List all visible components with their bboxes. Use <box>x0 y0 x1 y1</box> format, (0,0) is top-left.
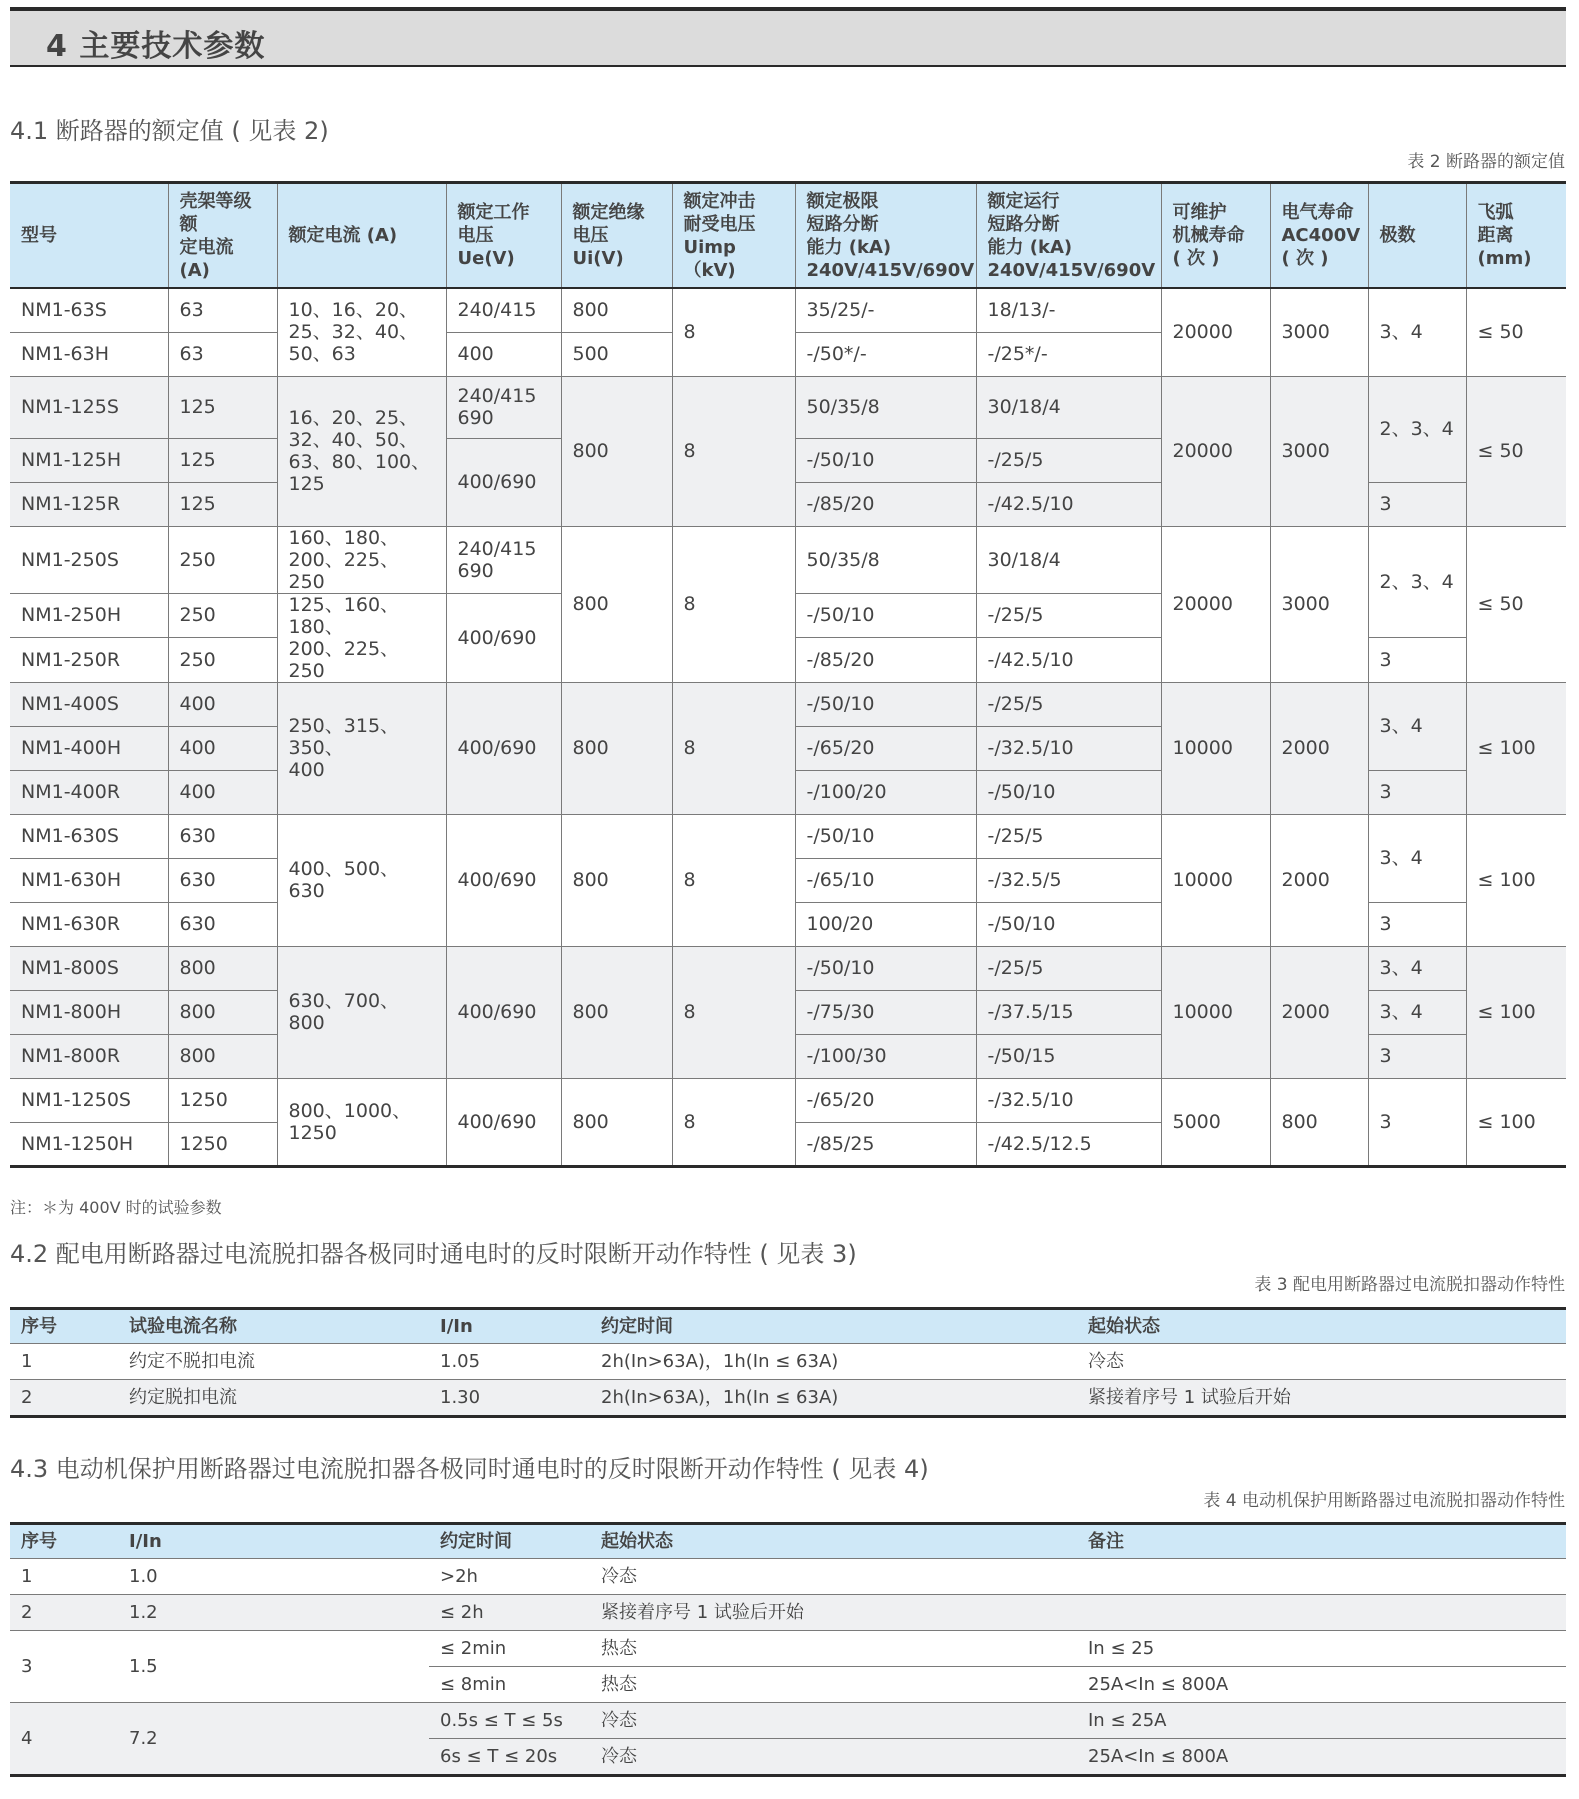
cell-icu: -/50/10 <box>795 438 976 482</box>
cell-ics: 30/18/4 <box>976 376 1161 438</box>
cell-frame: 125 <box>168 376 277 438</box>
cell-ue: 240/415 <box>446 288 561 332</box>
cell-frame: 630 <box>168 902 277 946</box>
header-poles: 极数 <box>1368 183 1466 289</box>
cell-no: 1 <box>10 1559 118 1595</box>
cell-model: NM1-250H <box>10 593 168 638</box>
cell-model: NM1-630R <box>10 902 168 946</box>
cell-model: NM1-63S <box>10 288 168 332</box>
cell-ics: -/50/10 <box>976 902 1161 946</box>
cell-time: >2h <box>429 1559 590 1595</box>
cell-frame: 630 <box>168 814 277 858</box>
cell-icu: -/85/20 <box>795 482 976 526</box>
cell-ics: -/25/5 <box>976 814 1161 858</box>
cell-model: NM1-125R <box>10 482 168 526</box>
header-time: 约定时间 <box>429 1524 590 1559</box>
cell-remark <box>1077 1559 1566 1595</box>
caption-table-2: 表 2 断路器的额定值 <box>1407 152 1565 172</box>
cell-icu: -/50/10 <box>795 946 976 990</box>
cell-poles: 3 <box>1368 902 1466 946</box>
cell-model: NM1-800S <box>10 946 168 990</box>
cell-icu: -/100/20 <box>795 770 976 814</box>
header-ratio: I/In <box>429 1309 590 1344</box>
table-row <box>10 682 1566 726</box>
cell-poles: 2、3、4 <box>1368 526 1466 638</box>
cell-frame: 630 <box>168 858 277 902</box>
cell-no: 3 <box>10 1631 118 1703</box>
cell-poles: 3、4 <box>1368 288 1466 376</box>
cell-state: 冷态 <box>590 1739 1077 1776</box>
cell-icu: 100/20 <box>795 902 976 946</box>
cell-state: 冷态 <box>590 1559 1077 1595</box>
cell-time: 0.5s ≤ T ≤ 5s <box>429 1703 590 1739</box>
cell-ics: -/25/5 <box>976 682 1161 726</box>
motor-trip-table <box>10 1522 1566 1777</box>
table-row <box>10 526 1566 593</box>
cell-ue: 400/690 <box>446 682 561 814</box>
caption-table-3: 表 3 配电用断路器过电流脱扣器动作特性 <box>1254 1275 1565 1295</box>
cell-ui: 800 <box>561 814 672 946</box>
cell-current: 125、160、180、 200、225、250 <box>277 593 446 682</box>
heading-4-1: 4.1 断路器的额定值 ( 见表 2) <box>10 117 329 145</box>
cell-frame: 63 <box>168 288 277 332</box>
cell-arc: ≤ 50 <box>1466 526 1566 682</box>
cell-ics: -/32.5/10 <box>976 726 1161 770</box>
cell-mech: 10000 <box>1161 682 1270 814</box>
table-header-row <box>10 1524 1566 1559</box>
cell-icu: -/100/30 <box>795 1034 976 1078</box>
header-model: 型号 <box>10 183 168 289</box>
cell-mech: 20000 <box>1161 526 1270 682</box>
cell-arc: ≤ 100 <box>1466 1078 1566 1166</box>
cell-poles: 3、4 <box>1368 990 1466 1034</box>
cell-time: 2h(In>63A)，1h(In ≤ 63A) <box>590 1344 1077 1380</box>
cell-uimp: 8 <box>672 1078 795 1166</box>
cell-uimp: 8 <box>672 526 795 682</box>
cell-time: 2h(In>63A)，1h(In ≤ 63A) <box>590 1380 1077 1417</box>
cell-ratio: 1.5 <box>118 1631 429 1703</box>
table-row <box>10 1344 1566 1380</box>
header-elec-life: 电气寿命 AC400V ( 次 ) <box>1270 183 1368 289</box>
table-header-row <box>10 1309 1566 1344</box>
header-remark: 备注 <box>1077 1524 1566 1559</box>
cell-remark <box>1077 1595 1566 1631</box>
cell-ics: 18/13/- <box>976 288 1161 332</box>
cell-elec: 2000 <box>1270 814 1368 946</box>
header-rated-current: 额定电流 (A) <box>277 183 446 289</box>
cell-ics: -/50/10 <box>976 770 1161 814</box>
heading-4-2: 4.2 配电用断路器过电流脱扣器各极同时通电时的反时限断开动作特性 ( 见表 3) <box>10 1240 857 1268</box>
cell-no: 2 <box>10 1380 118 1417</box>
cell-frame: 400 <box>168 682 277 726</box>
cell-icu: -/85/25 <box>795 1122 976 1166</box>
cell-model: NM1-800R <box>10 1034 168 1078</box>
cell-icu: -/50/10 <box>795 814 976 858</box>
cell-state: 冷态 <box>590 1703 1077 1739</box>
cell-elec: 3000 <box>1270 526 1368 682</box>
cell-ics: -/25/5 <box>976 946 1161 990</box>
cell-no: 2 <box>10 1595 118 1631</box>
cell-frame: 250 <box>168 526 277 593</box>
header-state: 起始状态 <box>590 1524 1077 1559</box>
cell-state: 冷态 <box>1077 1344 1566 1380</box>
cell-arc: ≤ 50 <box>1466 288 1566 376</box>
cell-test-current: 约定脱扣电流 <box>118 1380 429 1417</box>
cell-arc: ≤ 100 <box>1466 946 1566 1078</box>
cell-no: 4 <box>10 1703 118 1776</box>
cell-icu: -/65/20 <box>795 1078 976 1122</box>
cell-ue: 240/415 690 <box>446 526 561 593</box>
cell-model: NM1-63H <box>10 332 168 376</box>
cell-elec: 2000 <box>1270 682 1368 814</box>
cell-icu: -/75/30 <box>795 990 976 1034</box>
cell-elec: 800 <box>1270 1078 1368 1166</box>
cell-icu: -/50/10 <box>795 682 976 726</box>
cell-ratio: 1.30 <box>429 1380 590 1417</box>
cell-ui: 800 <box>561 376 672 526</box>
cell-time: ≤ 2h <box>429 1595 590 1631</box>
table-row <box>10 1559 1566 1595</box>
cell-uimp: 8 <box>672 682 795 814</box>
cell-icu: 50/35/8 <box>795 526 976 593</box>
cell-poles: 3 <box>1368 638 1466 683</box>
cell-ue: 400/690 <box>446 814 561 946</box>
table-row <box>10 1595 1566 1631</box>
cell-mech: 20000 <box>1161 288 1270 376</box>
header-time: 约定时间 <box>590 1309 1077 1344</box>
cell-model: NM1-630H <box>10 858 168 902</box>
cell-current: 16、20、25、 32、40、50、 63、80、100、 125 <box>277 376 446 526</box>
cell-ics: -/37.5/15 <box>976 990 1161 1034</box>
cell-current: 250、315、350、 400 <box>277 682 446 814</box>
cell-ui: 800 <box>561 1078 672 1166</box>
cell-mech: 10000 <box>1161 814 1270 946</box>
header-state: 起始状态 <box>1077 1309 1566 1344</box>
cell-ue: 240/415 690 <box>446 376 561 438</box>
cell-ics: -/32.5/5 <box>976 858 1161 902</box>
cell-ui: 800 <box>561 946 672 1078</box>
cell-frame: 125 <box>168 438 277 482</box>
cell-ics: -/42.5/12.5 <box>976 1122 1161 1166</box>
cell-mech: 5000 <box>1161 1078 1270 1166</box>
cell-ui: 500 <box>561 332 672 376</box>
cell-icu: -/65/10 <box>795 858 976 902</box>
table-row <box>10 376 1566 438</box>
cell-ics: -/25/5 <box>976 438 1161 482</box>
cell-elec: 2000 <box>1270 946 1368 1078</box>
cell-ratio: 1.0 <box>118 1559 429 1595</box>
table-row <box>10 814 1566 858</box>
cell-poles: 3 <box>1368 770 1466 814</box>
header-no: 序号 <box>10 1524 118 1559</box>
cell-model: NM1-125H <box>10 438 168 482</box>
cell-frame: 1250 <box>168 1122 277 1166</box>
cell-frame: 800 <box>168 990 277 1034</box>
cell-frame: 400 <box>168 726 277 770</box>
cell-model: NM1-800H <box>10 990 168 1034</box>
cell-uimp: 8 <box>672 288 795 376</box>
cell-model: NM1-1250H <box>10 1122 168 1166</box>
cell-poles: 3 <box>1368 482 1466 526</box>
cell-elec: 3000 <box>1270 288 1368 376</box>
cell-current: 630、700、800 <box>277 946 446 1078</box>
cell-ratio: 1.05 <box>429 1344 590 1380</box>
cell-ue: 400/690 <box>446 946 561 1078</box>
cell-current: 10、16、20、 25、32、40、 50、63 <box>277 288 446 376</box>
cell-ratio: 7.2 <box>118 1703 429 1776</box>
rated-values-table <box>10 181 1566 1168</box>
header-icu: 额定极限 短路分断 能力 (kA) 240V/415V/690V <box>795 183 976 289</box>
cell-time: ≤ 8min <box>429 1667 590 1703</box>
cell-arc: ≤ 50 <box>1466 376 1566 526</box>
cell-model: NM1-400R <box>10 770 168 814</box>
cell-frame: 1250 <box>168 1078 277 1122</box>
cell-state: 热态 <box>590 1631 1077 1667</box>
cell-mech: 20000 <box>1161 376 1270 526</box>
cell-icu: 35/25/- <box>795 288 976 332</box>
cell-model: NM1-630S <box>10 814 168 858</box>
header-mech-life: 可维护 机械寿命 ( 次 ) <box>1161 183 1270 289</box>
cell-current: 400、500、630 <box>277 814 446 946</box>
cell-uimp: 8 <box>672 814 795 946</box>
cell-poles: 2、3、4 <box>1368 376 1466 482</box>
table-row <box>10 946 1566 990</box>
cell-frame: 800 <box>168 946 277 990</box>
table-row <box>10 1703 1566 1739</box>
cell-frame: 250 <box>168 638 277 683</box>
header-ue: 额定工作 电压 Ue(V) <box>446 183 561 289</box>
section-title: 4 主要技术参数 <box>46 29 266 64</box>
table-header-row <box>10 183 1566 289</box>
cell-uimp: 8 <box>672 946 795 1078</box>
header-arc: 飞弧 距离 (mm) <box>1466 183 1566 289</box>
cell-ue: 400/690 <box>446 1078 561 1166</box>
cell-no: 1 <box>10 1344 118 1380</box>
table-row <box>10 288 1566 332</box>
table-row <box>10 1380 1566 1417</box>
cell-model: NM1-1250S <box>10 1078 168 1122</box>
cell-model: NM1-400S <box>10 682 168 726</box>
header-frame-current: 壳架等级额 定电流 (A) <box>168 183 277 289</box>
header-no: 序号 <box>10 1309 118 1344</box>
cell-mech: 10000 <box>1161 946 1270 1078</box>
cell-ics: -/32.5/10 <box>976 1078 1161 1122</box>
cell-ics: -/25*/- <box>976 332 1161 376</box>
cell-current: 800、1000、 1250 <box>277 1078 446 1166</box>
cell-arc: ≤ 100 <box>1466 814 1566 946</box>
cell-remark: In ≤ 25 <box>1077 1631 1566 1667</box>
cell-ics: 30/18/4 <box>976 526 1161 593</box>
header-ics: 额定运行 短路分断 能力 (kA) 240V/415V/690V <box>976 183 1161 289</box>
cell-ui: 800 <box>561 682 672 814</box>
table-row <box>10 1078 1566 1122</box>
cell-model: NM1-400H <box>10 726 168 770</box>
cell-state: 紧接着序号 1 试验后开始 <box>590 1595 1077 1631</box>
header-ui: 额定绝缘 电压 Ui(V) <box>561 183 672 289</box>
cell-state: 热态 <box>590 1667 1077 1703</box>
cell-remark: In ≤ 25A <box>1077 1703 1566 1739</box>
section-header <box>10 7 1566 67</box>
cell-ics: -/50/15 <box>976 1034 1161 1078</box>
cell-current: 160、180、 200、225、250 <box>277 526 446 593</box>
cell-frame: 400 <box>168 770 277 814</box>
cell-poles: 3、4 <box>1368 814 1466 902</box>
cell-frame: 63 <box>168 332 277 376</box>
header-ratio: I/In <box>118 1524 429 1559</box>
cell-ui: 800 <box>561 288 672 332</box>
heading-4-3: 4.3 电动机保护用断路器过电流脱扣器各极同时通电时的反时限断开动作特性 ( 见表 4) <box>10 1455 929 1483</box>
cell-arc: ≤ 100 <box>1466 682 1566 814</box>
cell-ratio: 1.2 <box>118 1595 429 1631</box>
cell-ui: 800 <box>561 526 672 682</box>
cell-ics: -/42.5/10 <box>976 638 1161 683</box>
cell-model: NM1-250S <box>10 526 168 593</box>
table-row <box>10 1631 1566 1667</box>
cell-ue: 400 <box>446 332 561 376</box>
header-test-current: 试验电流名称 <box>118 1309 429 1344</box>
cell-poles: 3、4 <box>1368 682 1466 770</box>
cell-icu: 50/35/8 <box>795 376 976 438</box>
cell-ue: 400/690 <box>446 438 561 526</box>
cell-icu: -/50/10 <box>795 593 976 638</box>
distribution-trip-table <box>10 1307 1566 1418</box>
cell-test-current: 约定不脱扣电流 <box>118 1344 429 1380</box>
cell-ics: -/42.5/10 <box>976 482 1161 526</box>
cell-poles: 3 <box>1368 1034 1466 1078</box>
cell-frame: 250 <box>168 593 277 638</box>
cell-poles: 3、4 <box>1368 946 1466 990</box>
table-note: 注：＊为 400V 时的试验参数 <box>10 1198 222 1217</box>
cell-uimp: 8 <box>672 376 795 526</box>
cell-icu: -/50*/- <box>795 332 976 376</box>
cell-icu: -/65/20 <box>795 726 976 770</box>
cell-time: ≤ 2min <box>429 1631 590 1667</box>
cell-model: NM1-125S <box>10 376 168 438</box>
cell-icu: -/85/20 <box>795 638 976 683</box>
caption-table-4: 表 4 电动机保护用断路器过电流脱扣器动作特性 <box>1203 1491 1565 1511</box>
cell-remark: 25A<In ≤ 800A <box>1077 1739 1566 1776</box>
cell-remark: 25A<In ≤ 800A <box>1077 1667 1566 1703</box>
cell-ue: 400/690 <box>446 593 561 682</box>
cell-frame: 800 <box>168 1034 277 1078</box>
header-uimp: 额定冲击 耐受电压 Uimp（kV) <box>672 183 795 289</box>
cell-frame: 125 <box>168 482 277 526</box>
cell-ics: -/25/5 <box>976 593 1161 638</box>
cell-elec: 3000 <box>1270 376 1368 526</box>
cell-model: NM1-250R <box>10 638 168 683</box>
cell-time: 6s ≤ T ≤ 20s <box>429 1739 590 1776</box>
cell-state: 紧接着序号 1 试验后开始 <box>1077 1380 1566 1417</box>
cell-poles: 3 <box>1368 1078 1466 1166</box>
